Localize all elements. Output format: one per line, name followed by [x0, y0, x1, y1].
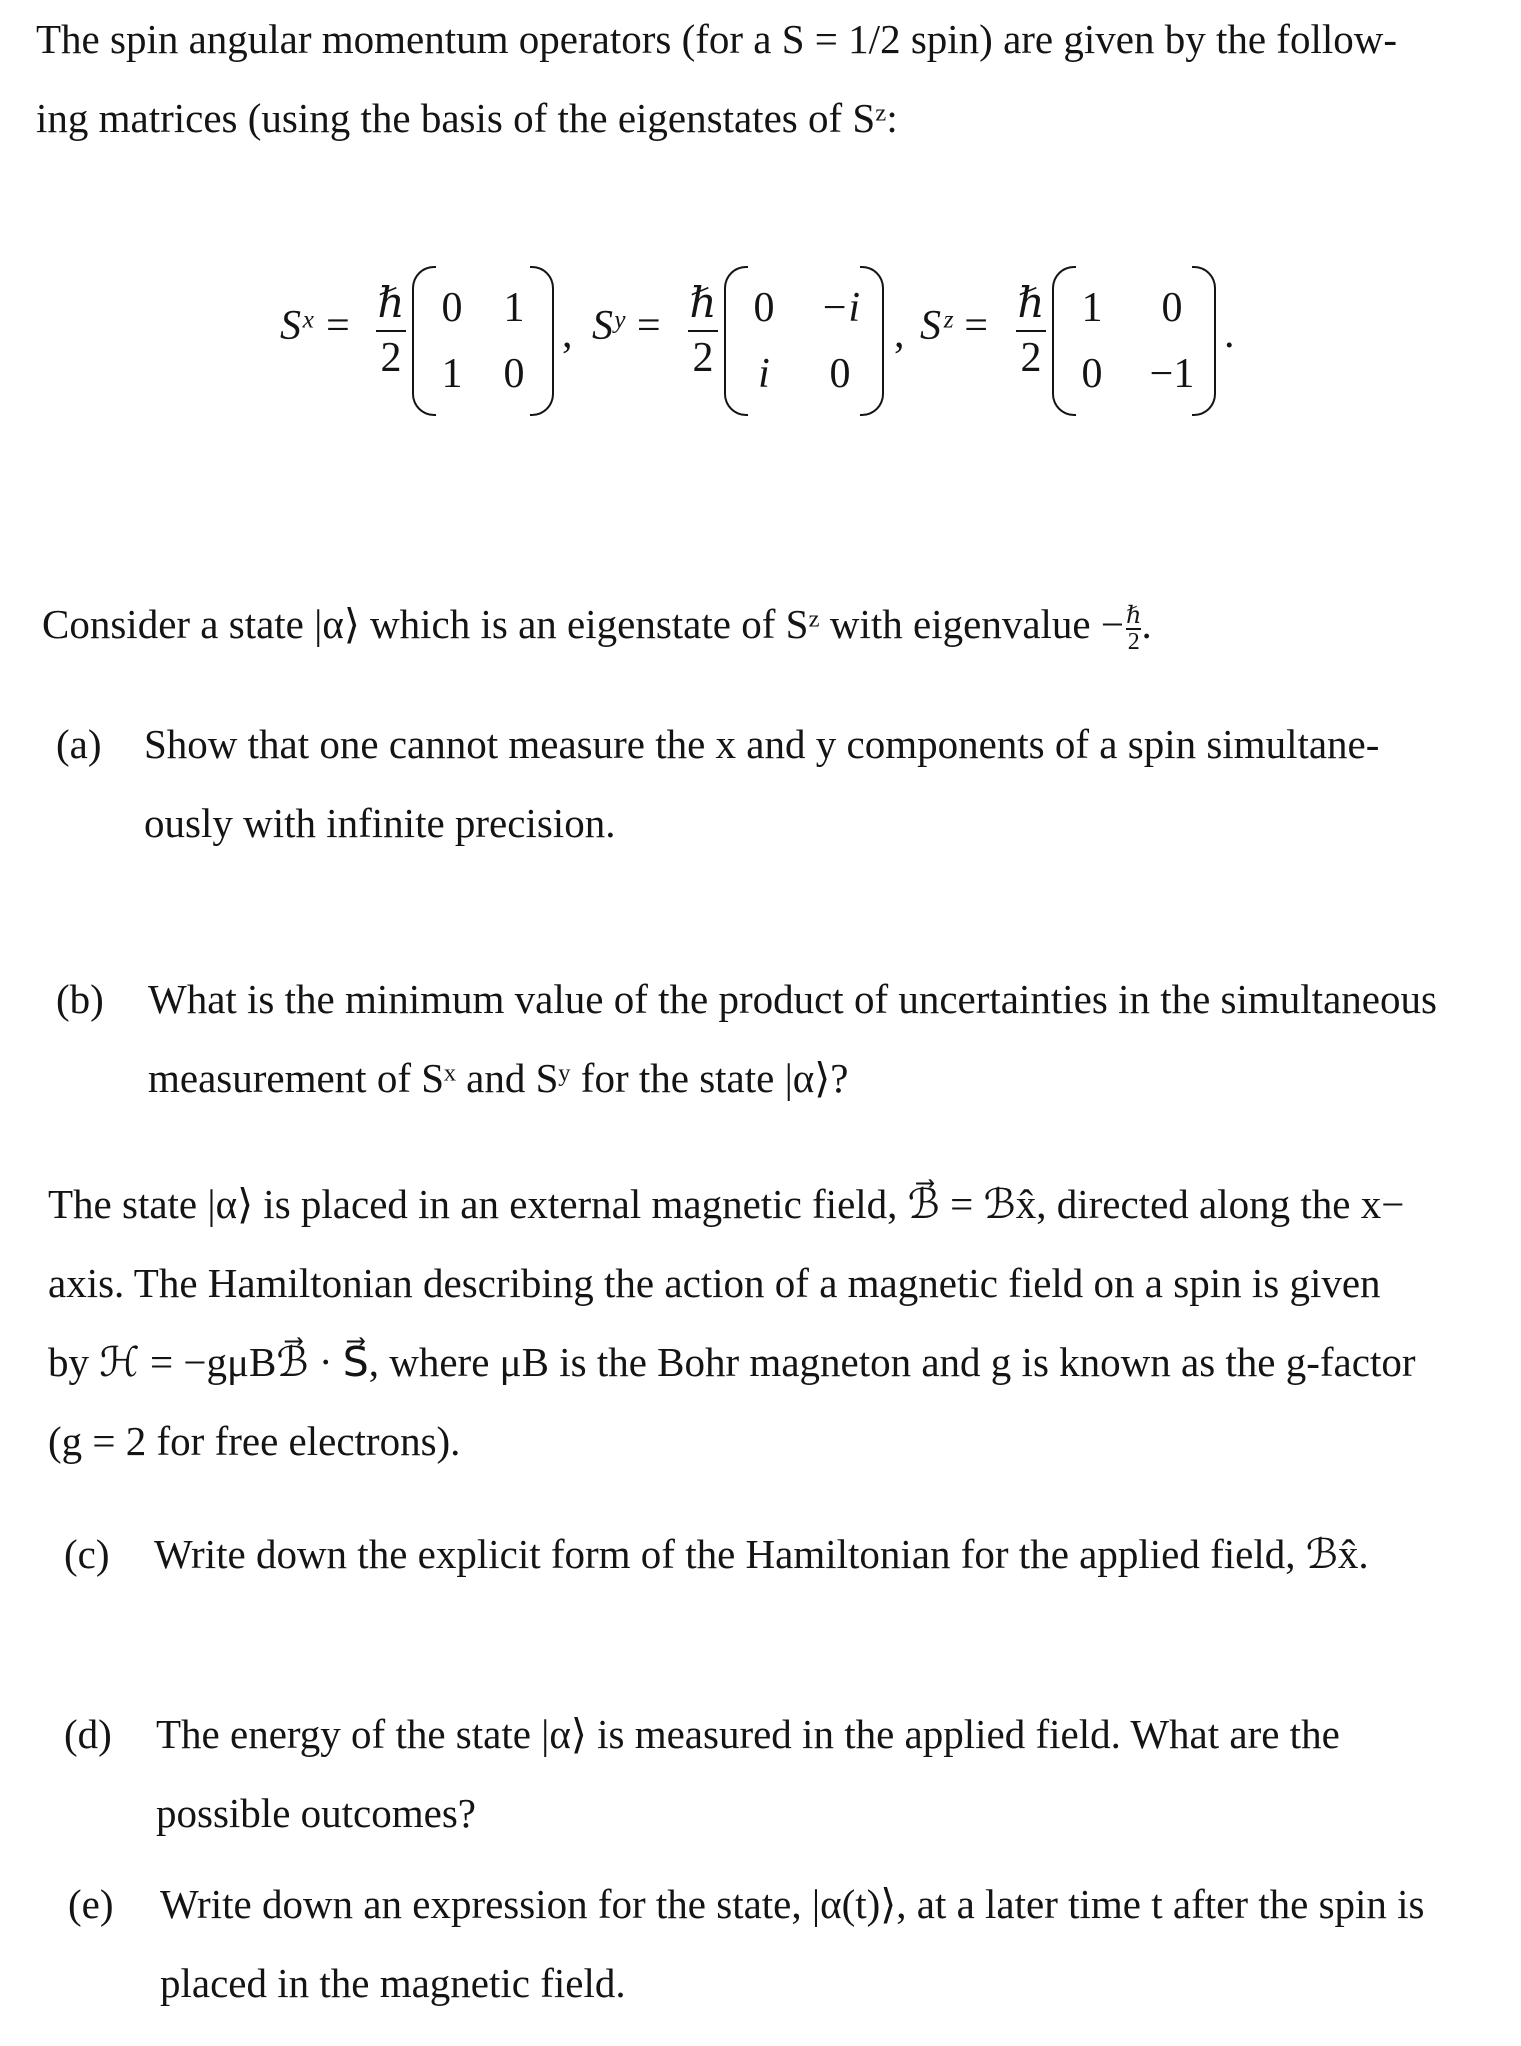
part-c-label: (c) [64, 1531, 110, 1577]
sz-matrix-equation [920, 262, 1260, 432]
part-e-label: (e) [68, 1881, 114, 1927]
part-b-body [148, 960, 1488, 1118]
part-a [56, 705, 1476, 865]
part-c [64, 1515, 1474, 1595]
sy-matrix-equation [592, 262, 922, 432]
part-b-label: (b) [56, 976, 104, 1022]
field-line-1: The state |α⟩ is placed in an external magnetic field, ℬ⃗ = ℬx̂, directed along the x− [48, 1181, 1405, 1227]
sz-prefactor-num: ℏ [1017, 281, 1045, 327]
sy-prefactor-den: 2 [692, 335, 714, 381]
sz-prefactor-den: 2 [1020, 335, 1042, 381]
part-d [64, 1695, 1474, 1855]
consider-text: Consider a state |α⟩ which is an eigenstate of Sᶻ with eigenvalue − [42, 601, 1124, 647]
part-d-label: (d) [64, 1711, 112, 1757]
part-d-body [156, 1695, 1496, 1853]
sy-punct: , [894, 311, 905, 357]
consider-line [42, 585, 1472, 664]
sz-matrix [1052, 266, 1216, 416]
consider-end: . [1141, 601, 1152, 647]
field-paragraph [48, 1165, 1468, 1481]
eigenvalue-fraction [1126, 604, 1141, 654]
sy-label: Sʸ = [592, 303, 663, 349]
part-a-label: (a) [56, 721, 102, 767]
sx-matrix [412, 266, 554, 416]
sz-cell-22: −1 [1149, 351, 1195, 397]
sz-cell-21: 0 [1081, 351, 1103, 397]
intro-line-1: The spin angular momentum operators (for a S = 1/2 spin) are given by the follow- [36, 16, 1397, 62]
right-paren [860, 266, 884, 416]
sx-cell-21: 1 [441, 351, 463, 397]
part-e-line-2: placed in the magnetic field. [160, 1960, 626, 2006]
part-d-line-1: The energy of the state |α⟩ is measured in the applied field. What are the [156, 1711, 1340, 1757]
sx-matrix-equation [280, 262, 580, 432]
sz-punct: . [1224, 311, 1235, 357]
part-a-line-1: Show that one cannot measure the x and y components of a spin simultane- [144, 721, 1380, 767]
field-line-2: axis. The Hamiltonian describing the action of a magnetic field on a spin is given [48, 1260, 1381, 1306]
eigenvalue-den: 2 [1127, 628, 1140, 655]
sz-label: Sᶻ = [920, 303, 990, 349]
right-paren [1192, 266, 1216, 416]
sz-prefactor [1014, 278, 1048, 384]
part-e-line-1: Write down an expression for the state, |α(t)⟩, at a later time t after the spin is [160, 1881, 1425, 1927]
part-d-line-2: possible outcomes? [156, 1790, 476, 1836]
sy-cell-11: 0 [753, 285, 775, 331]
sx-prefactor [374, 278, 408, 384]
sz-cell-11: 1 [1081, 285, 1103, 331]
field-line-3: by ℋ = −gμBℬ⃗ · S⃗, where μB is the Bohr magneton and g is known as the g-factor [48, 1339, 1416, 1385]
sx-prefactor-num: ℏ [377, 281, 405, 327]
consider-paragraph [42, 585, 1472, 664]
part-b [56, 960, 1476, 1120]
part-e-body [160, 1865, 1500, 2023]
sx-label: Sˣ = [280, 303, 352, 349]
sy-prefactor-num: ℏ [689, 281, 717, 327]
field-line-4: (g = 2 for free electrons). [48, 1418, 461, 1464]
right-paren [530, 266, 554, 416]
part-c-body [154, 1515, 1494, 1594]
part-b-line-2: measurement of Sˣ and Sʸ for the state |α⟩? [148, 1055, 849, 1101]
sy-matrix [724, 266, 884, 416]
part-e [68, 1865, 1478, 2025]
part-b-line-1: What is the minimum value of the product of uncertainties in the simultaneous [148, 976, 1437, 1022]
intro-paragraph [36, 0, 1466, 158]
spin-matrices [280, 262, 1280, 432]
part-a-body [144, 705, 1484, 863]
intro-line-2: ing matrices (using the basis of the eigenstates of Sᶻ: [36, 95, 898, 141]
sy-cell-12: −i [819, 285, 860, 331]
sy-cell-21: i [758, 351, 770, 397]
part-a-line-2: ously with infinite precision. [144, 800, 616, 846]
sy-prefactor [686, 278, 720, 384]
sz-cell-12: 0 [1161, 285, 1183, 331]
sx-cell-11: 0 [441, 285, 463, 331]
sx-cell-22: 0 [503, 351, 525, 397]
eigenvalue-num: ℏ [1126, 602, 1142, 629]
sx-prefactor-den: 2 [380, 335, 402, 381]
sy-cell-22: 0 [829, 351, 851, 397]
part-c-line-1: Write down the explicit form of the Hamiltonian for the applied field, ℬx̂. [154, 1531, 1369, 1577]
sx-cell-12: 1 [503, 285, 525, 331]
sx-punct: , [562, 311, 573, 357]
